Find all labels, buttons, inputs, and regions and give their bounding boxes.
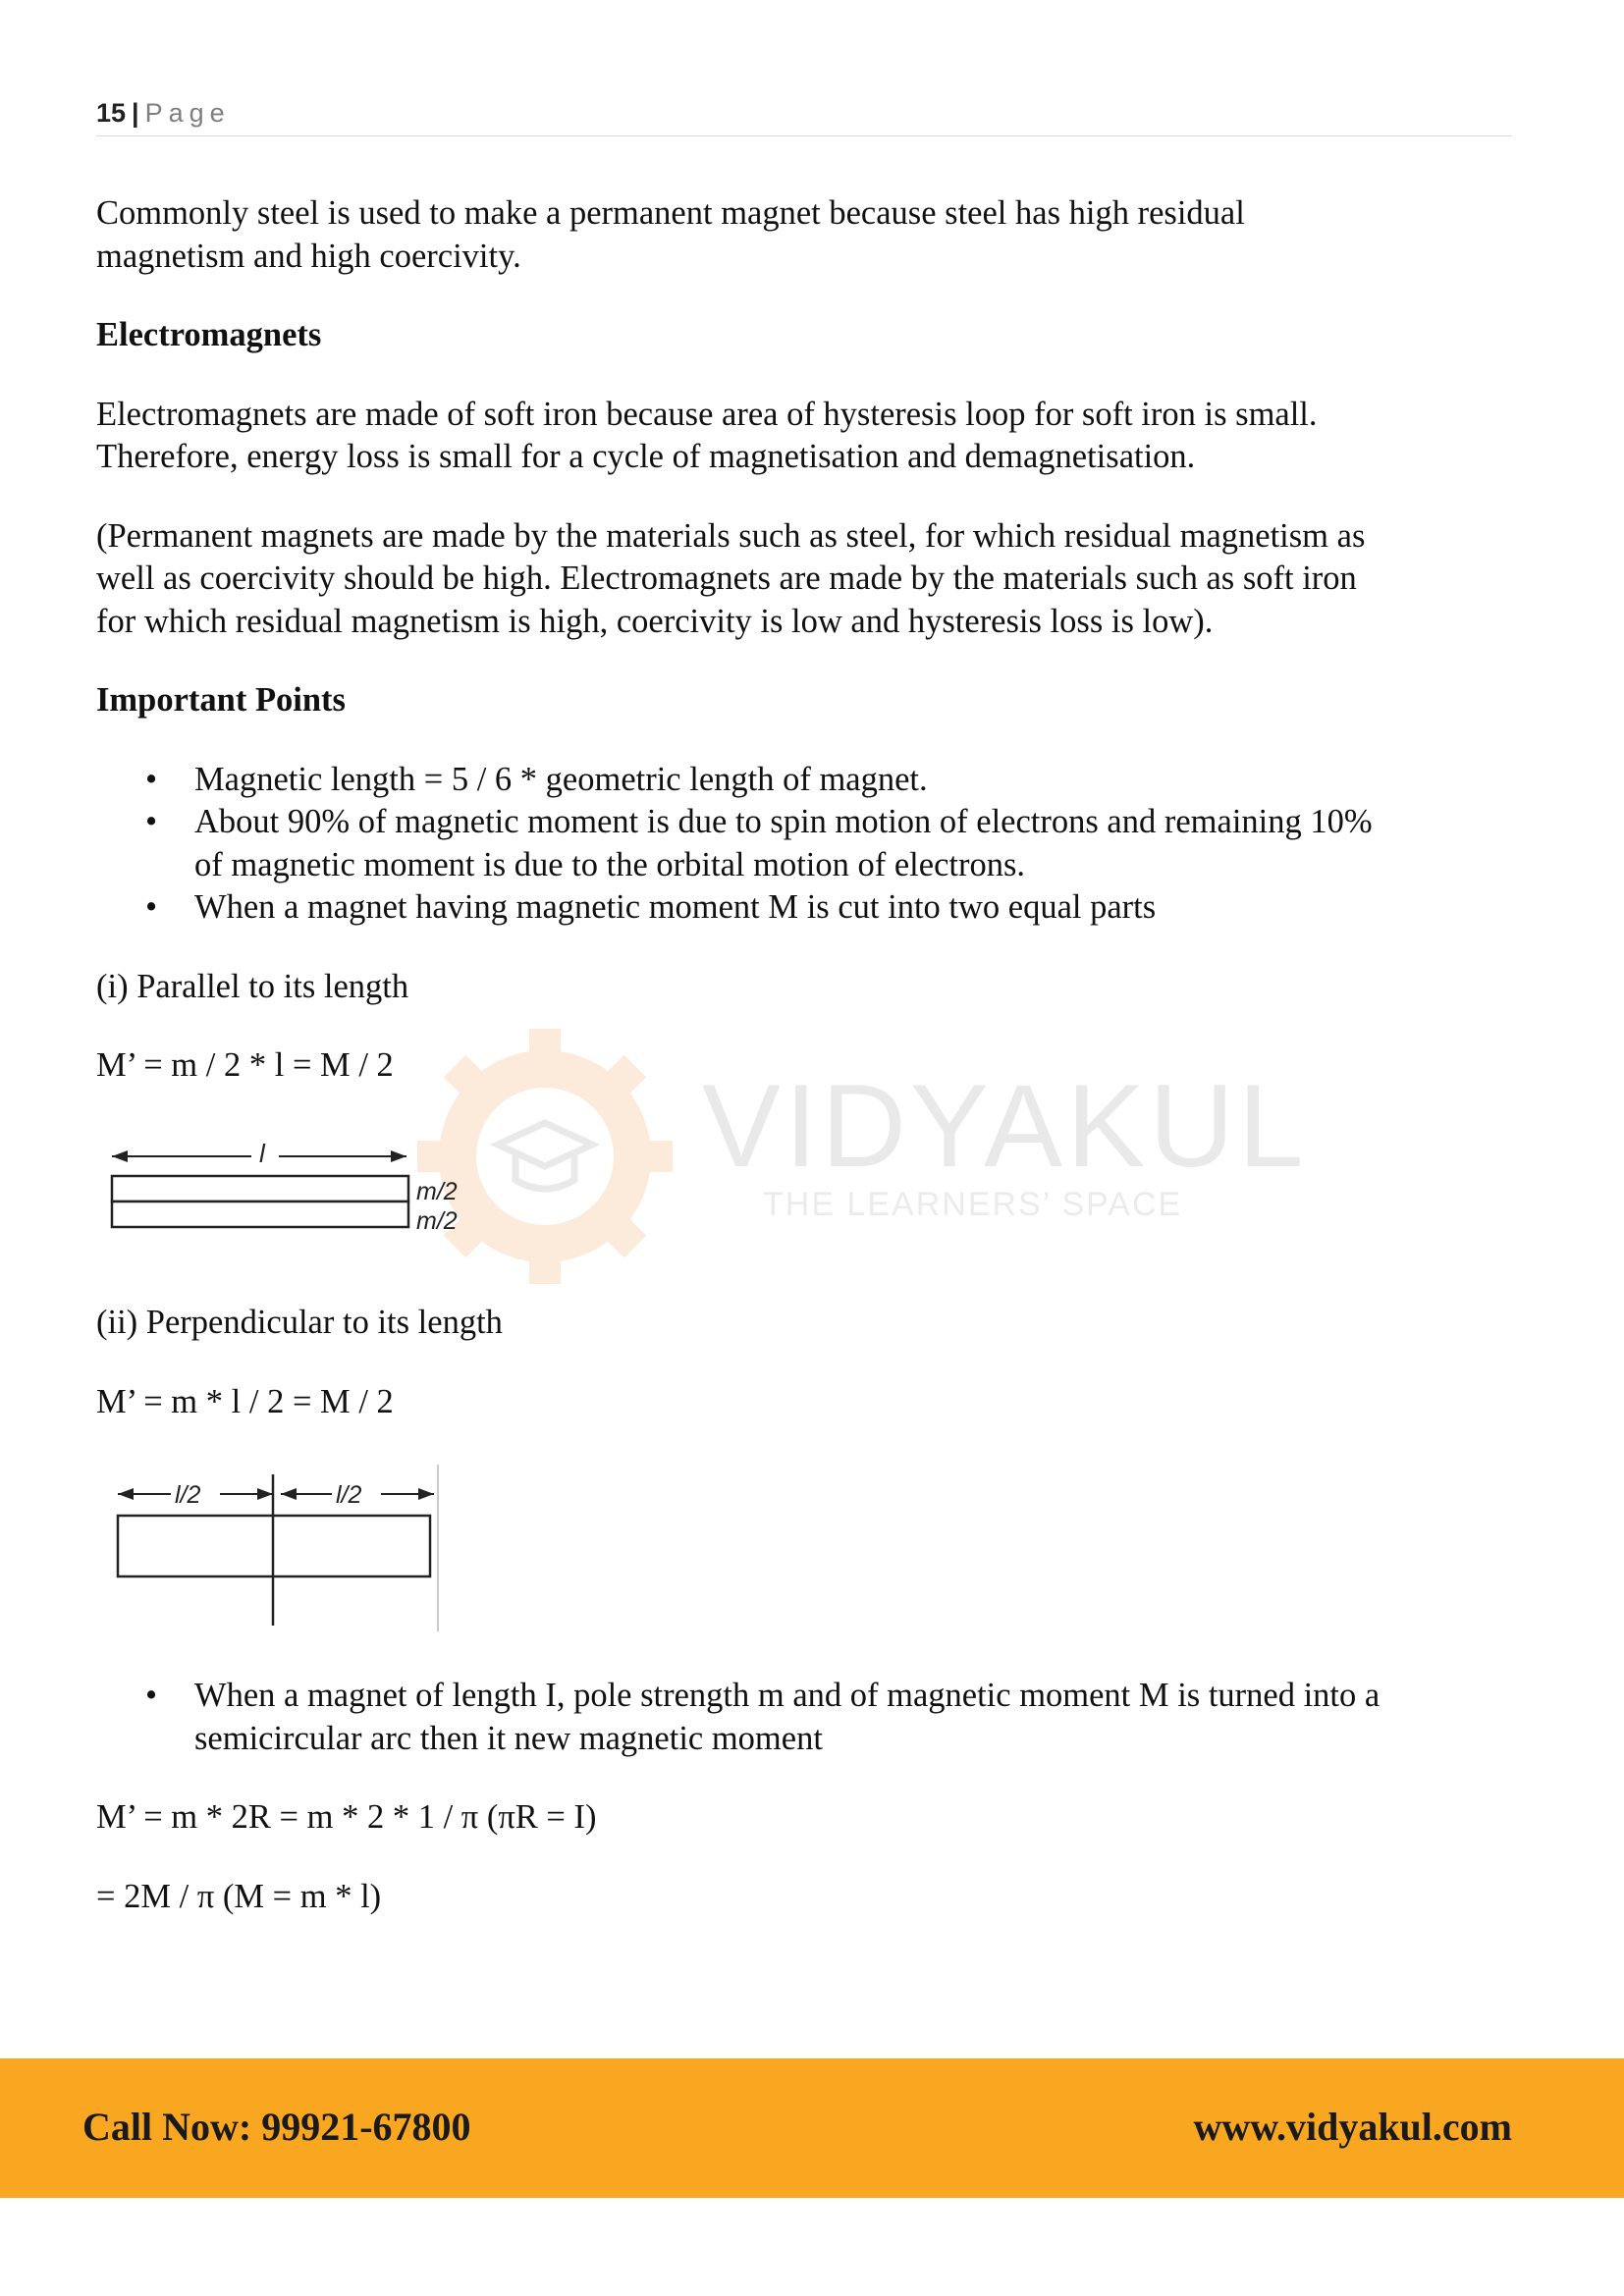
page-content-final (96, 1675, 1510, 1918)
list-item-line: When a magnet of length I, pole strength m and of magnetic moment M is turned into a (194, 1677, 1380, 1714)
magnet-bottom-half (112, 1201, 408, 1227)
call-now-text: Call Now: 99921-67800 (82, 2105, 471, 2149)
formula-semicircle: M’ = m * 2R = m * 2 * 1 / π (πR = I) (96, 1798, 597, 1836)
magnet-parallel-diagram (104, 1139, 477, 1247)
page-header (96, 98, 1512, 136)
heading-important-points: Important Points (96, 681, 346, 719)
paragraph-materials-note (96, 515, 1510, 644)
page-label: Page (144, 98, 231, 128)
paragraph-line: Electromagnets are made of soft iron because area of hysteresis loop for soft iron is small. (96, 395, 1318, 433)
paragraph-line: Commonly steel is used to make a permanent magnet because steel has high residual (96, 194, 1245, 232)
bottom-half-pole-label: m/2 (416, 1207, 458, 1235)
formula-semicircle-result: = 2M / π (M = m * l) (96, 1877, 382, 1915)
paragraph-line: (Permanent magnets are made by the materials such as steel, for which residual magnetism as (96, 516, 1366, 555)
header-separator: | (132, 98, 139, 128)
arrow-right-icon (391, 1150, 406, 1162)
case-perpendicular-formula: M’ = m * l / 2 = M / 2 (96, 1382, 394, 1420)
right-half-length-label: l/2 (336, 1481, 362, 1509)
magnet-perpendicular-diagram (110, 1457, 454, 1633)
arrow-left-icon (118, 1488, 134, 1500)
list-item (96, 1675, 1510, 1760)
list-item-line: semicircular arc then it new magnetic moment (194, 1719, 823, 1757)
list-item-line: of magnetic moment is due to the orbital motion of electrons. (194, 845, 1026, 883)
page-content (96, 192, 1510, 1088)
important-points-list-continued (96, 1675, 1510, 1760)
length-label: l (259, 1139, 265, 1168)
case-parallel-formula: M’ = m / 2 * l = M / 2 (96, 1046, 394, 1084)
magnet-top-half (112, 1176, 408, 1201)
arrow-right-icon (418, 1488, 434, 1500)
figure-parallel-cut (104, 1139, 477, 1252)
page-content-continued (96, 1302, 1510, 1423)
watermark-title: VIDYAKUL (702, 1060, 1308, 1192)
list-item: • When a magnet having magnetic moment M is cut into two equal parts (96, 886, 1510, 930)
paragraph-electromagnets (96, 394, 1510, 479)
page-number: 15 (96, 98, 127, 128)
paragraph-permanent-magnet (96, 192, 1510, 278)
figure-perpendicular-cut (110, 1457, 454, 1638)
top-half-pole-label: m/2 (416, 1178, 458, 1205)
paragraph-line: Therefore, energy loss is small for a cycle of magnetisation and demagnetisation. (96, 438, 1196, 475)
arrow-left-icon (112, 1150, 128, 1162)
case-parallel-title: (i) Parallel to its length (96, 967, 409, 1005)
paragraph-line: well as coercivity should be high. Electromagnets are made by the materials such as soft iron (96, 560, 1357, 597)
left-half-length-label: l/2 (175, 1481, 201, 1509)
arrow-right-icon (257, 1488, 273, 1500)
list-item: • Magnetic length = 5 / 6 * geometric length of magnet. (96, 759, 1510, 802)
website-link[interactable]: www.vidyakul.com (1193, 2105, 1512, 2149)
important-points-list (96, 759, 1510, 930)
paragraph-line: magnetism and high coercivity. (96, 237, 521, 275)
heading-electromagnets: Electromagnets (96, 316, 322, 353)
list-item-line: About 90% of magnetic moment is due to spin motion of electrons and remaining 10% (194, 803, 1373, 840)
case-perpendicular-title: (ii) Perpendicular to its length (96, 1304, 503, 1341)
arrow-left-icon (281, 1488, 297, 1500)
footer-bar (0, 2058, 1624, 2198)
watermark-subtitle: THE LEARNERS’ SPACE (763, 1186, 1183, 1223)
list-item (96, 801, 1510, 886)
label-background (251, 1139, 279, 1166)
paragraph-line: for which residual magnetism is high, coercivity is low and hysteresis loss is low). (96, 602, 1214, 640)
